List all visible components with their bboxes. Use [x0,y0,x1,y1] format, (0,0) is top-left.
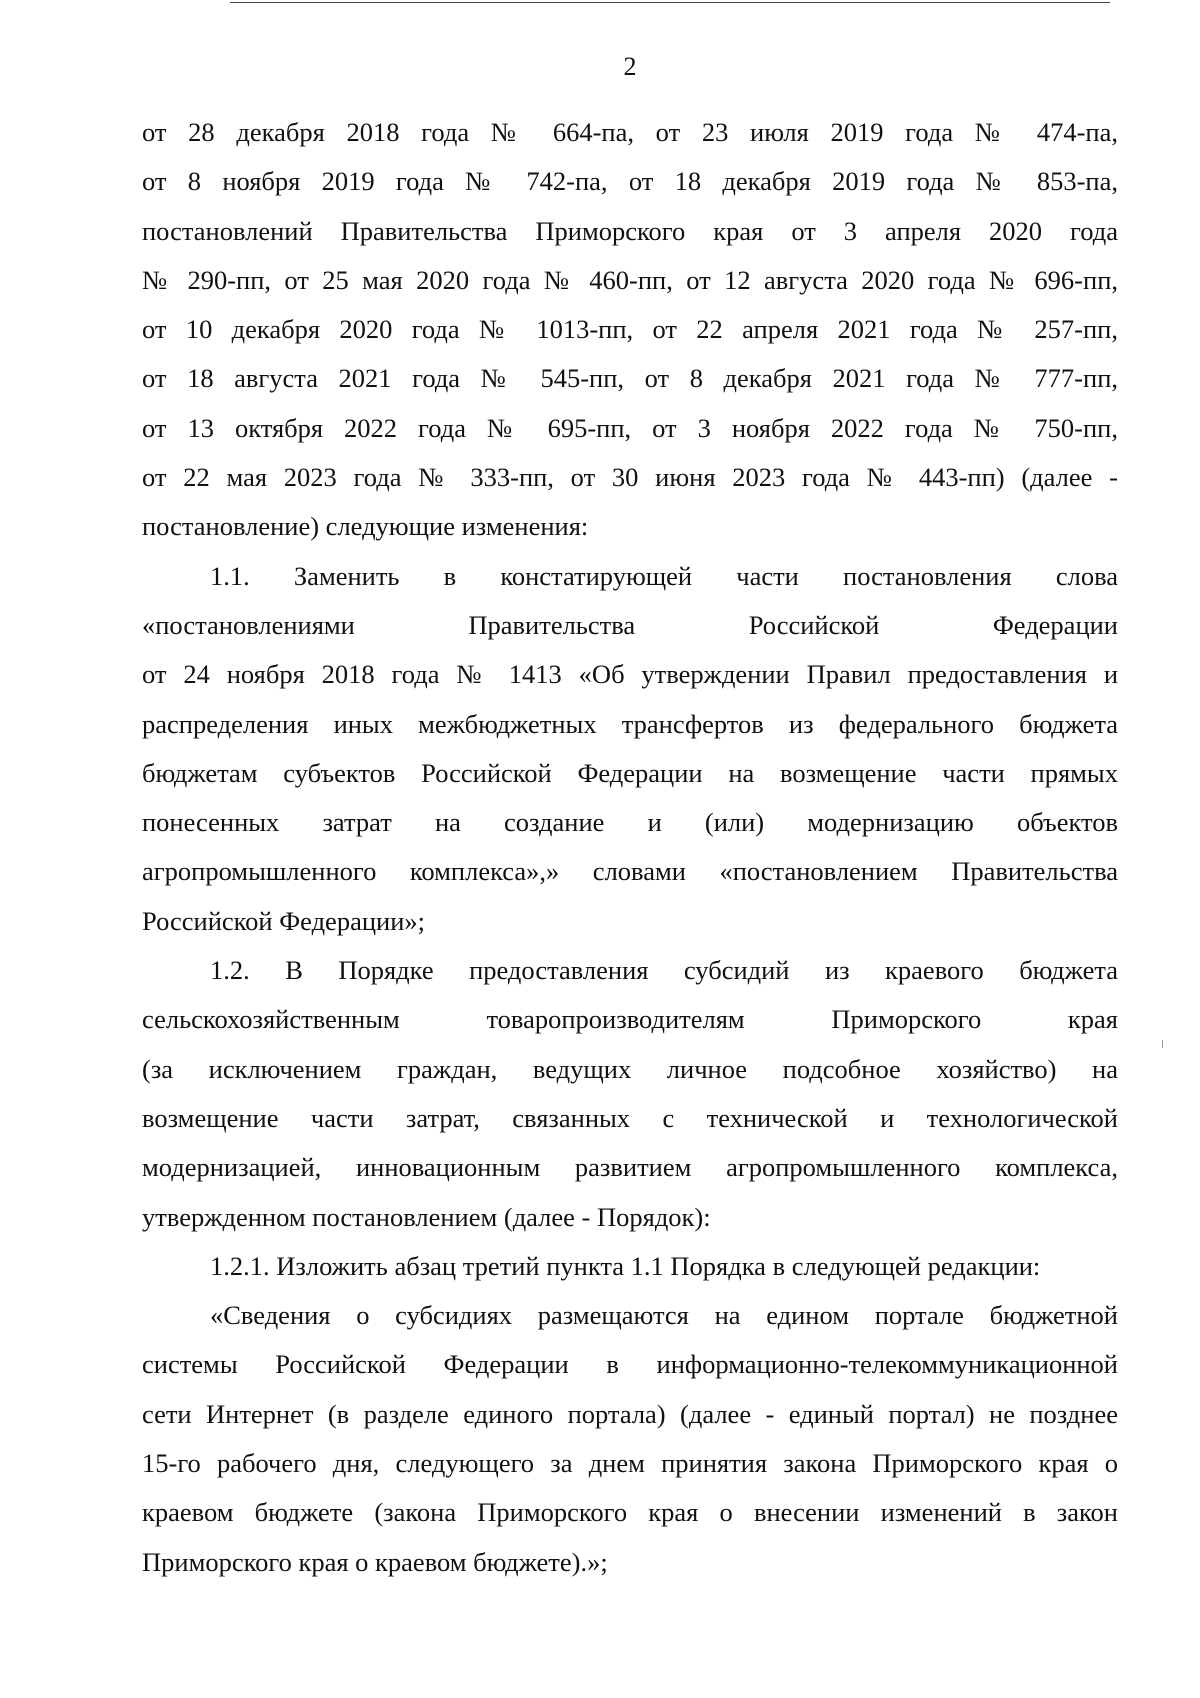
text-line: от 18 августа 2021 года № 545-пп, от 8 декабря 2021 года № 777-пп, [142,363,1118,394]
text-line: от 24 ноября 2018 года № 1413 «Об утверждении Правил предоставления и [142,659,1118,690]
text-line: сельскохозяйственным товаропроизводителям Приморского края [142,1004,1118,1035]
text-line: бюджетам субъектов Российской Федерации на возмещение части прямых [142,757,1118,788]
paragraph [142,946,1118,1242]
text-line: от 28 декабря 2018 года № 664-па, от 23 июля 2019 года № 474-па, [142,117,1118,147]
text-line: от 8 ноября 2019 года № 742-па, от 18 декабря 2019 года № 853-па, [142,166,1118,197]
text-line: постановление) следующие изменения: [142,511,589,542]
paragraph [142,108,1118,552]
text-line: 1.2. В Порядке предоставления субсидий из краевого бюджета [210,955,1118,986]
text-line: от 13 октября 2022 года № 695-пп, от 3 ноября 2022 года № 750-пп, [142,412,1118,443]
text-line: утвержденном постановлением (далее - Порядок): [142,1201,711,1232]
text-line: 1.1. Заменить в констатирующей части постановления слова [210,560,1118,591]
text-line: сети Интернет (в разделе единого портала) (далее - единый портал) не позднее [142,1398,1118,1429]
text-line: № 290-пп, от 25 мая 2020 года № 460-пп, от 12 августа 2020 года № 696-пп, [142,264,1118,295]
text-line: (за исключением граждан, ведущих личное подсобное хозяйство) на [142,1053,1118,1084]
text-line: Российской Федерации»; [142,905,425,936]
text-line: от 22 мая 2023 года № 333-пп, от 30 июня 2023 года № 443-пп) (далее - [142,462,1118,493]
text-line: возмещение части затрат, связанных с технической и технологической [142,1102,1118,1133]
top-scan-rule [230,2,1110,3]
text-line: 15-го рабочего дня, следующего за днем принятия закона Приморского края о [142,1448,1118,1479]
margin-scan-mark [1162,1040,1163,1048]
paragraph [142,552,1118,946]
text-line: агропромышленного комплекса»,» словами «постановлением Правительства [142,856,1118,887]
text-line: понесенных затрат на создание и (или) модернизацию объектов [142,807,1118,838]
text-line: системы Российской Федерации в информационно-телекоммуникационной [142,1349,1118,1380]
paragraph [142,1242,1118,1291]
page-number: 2 [623,52,637,81]
text-line: «Сведения о субсидиях размещаются на едином портале бюджетной [210,1300,1118,1331]
text-line: «постановлениями Правительства Российской Федерации [142,609,1118,640]
text-line: распределения иных межбюджетных трансфертов из федерального бюджета [142,708,1118,739]
text-line: от 10 декабря 2020 года № 1013-пп, от 22 апреля 2021 года № 257-пп, [142,314,1118,345]
text-line: Приморского края о краевом бюджете).»; [142,1546,608,1577]
text-line: модернизацией, инновационным развитием агропромышленного комплекса, [142,1152,1118,1183]
text-line: постановлений Правительства Приморского края от 3 апреля 2020 года [142,215,1118,246]
text-line: краевом бюджете (закона Приморского края о внесении изменений в закон [142,1497,1118,1528]
document-body [142,108,1118,1587]
paragraph [142,1291,1118,1587]
text-line: 1.2.1. Изложить абзац третий пункта 1.1 Порядка в следующей редакции: [210,1250,1041,1281]
